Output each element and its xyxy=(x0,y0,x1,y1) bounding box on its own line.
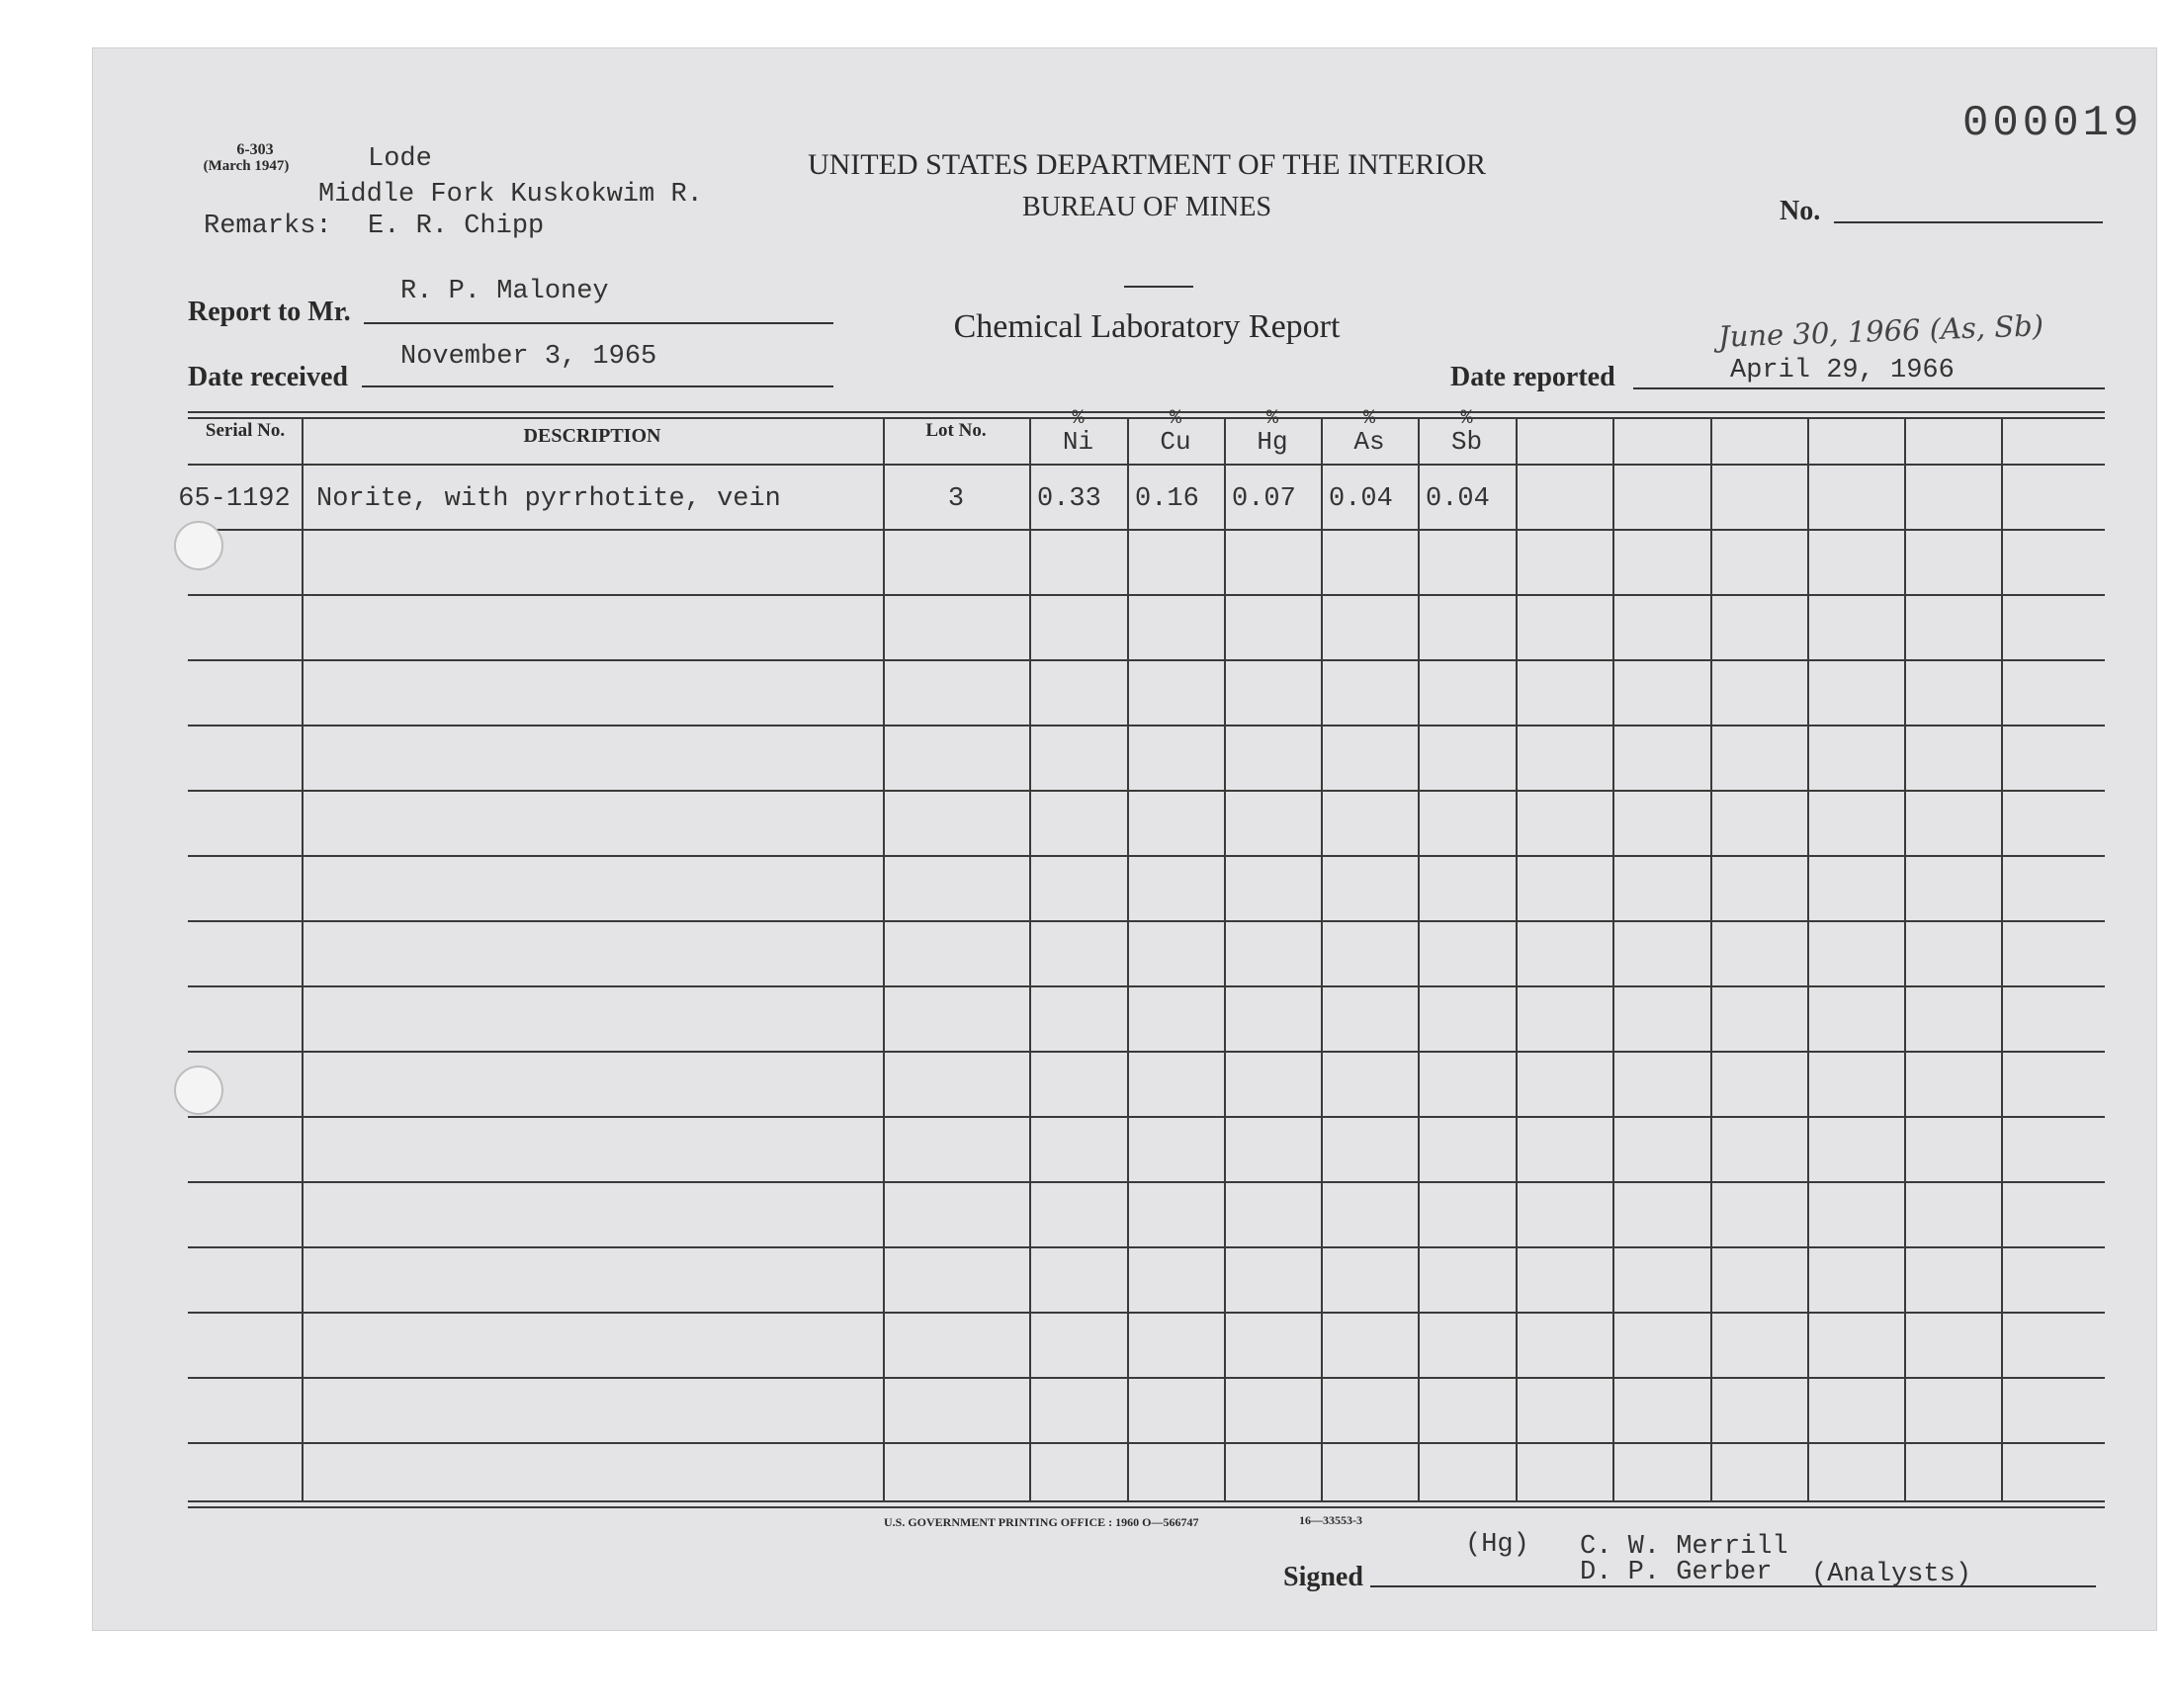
table-column-rule xyxy=(1224,419,1226,1500)
date-reported-value: April 29, 1966 xyxy=(1730,356,1955,385)
table-row-rule xyxy=(188,1051,2105,1053)
table-row-rule xyxy=(188,1246,2105,1248)
table-row-rule xyxy=(188,1442,2105,1444)
table-column-rule xyxy=(2001,419,2003,1500)
value-cell-sb: 0.04 xyxy=(1426,484,1490,514)
table-column-rule xyxy=(1127,419,1129,1500)
element-header-hg xyxy=(1224,409,1321,455)
header-rule xyxy=(1124,286,1193,288)
analysts-label: (Analysts) xyxy=(1811,1560,1972,1589)
table-column-rule xyxy=(883,419,885,1500)
form-number-note: 16—33553-3 xyxy=(1299,1513,1362,1527)
element-unit: % xyxy=(1169,407,1181,430)
element-symbol: As xyxy=(1353,427,1385,457)
table-column-rule xyxy=(1807,419,1809,1500)
table-row-rule xyxy=(188,1116,2105,1118)
element-unit: % xyxy=(1362,407,1375,430)
element-symbol: Cu xyxy=(1160,427,1191,457)
lot-header: Lot No. xyxy=(925,420,987,441)
element-unit: % xyxy=(1072,407,1085,430)
table-column-rule xyxy=(1904,419,1906,1500)
table-row-rule xyxy=(188,1312,2105,1314)
element-unit: % xyxy=(1460,407,1473,430)
element-header-as xyxy=(1321,409,1418,455)
table-column-rule xyxy=(1321,419,1323,1500)
element-symbol: Ni xyxy=(1062,427,1094,457)
table-column-rule xyxy=(302,419,304,1500)
description-header: DESCRIPTION xyxy=(523,425,661,447)
element-header-ni xyxy=(1029,409,1127,455)
table-row-rule xyxy=(188,985,2105,987)
description-cell: Norite, with pyrrhotite, vein xyxy=(316,484,781,514)
report-title: Chemical Laboratory Report xyxy=(953,308,1341,345)
element-header-sb xyxy=(1418,409,1516,455)
table-column-rule xyxy=(1612,419,1614,1500)
table-column-rule xyxy=(1418,419,1420,1500)
table-bottom-rule xyxy=(188,1500,2105,1502)
report-to-value: R. P. Maloney xyxy=(400,277,609,306)
table-row-rule xyxy=(188,725,2105,726)
printing-office-note: U.S. GOVERNMENT PRINTING OFFICE : 1960 O—566747 xyxy=(884,1515,1199,1529)
department-title: UNITED STATES DEPARTMENT OF THE INTERIOR xyxy=(807,148,1487,181)
bureau-title: BUREAU OF MINES xyxy=(1021,192,1272,222)
table-column-rule xyxy=(1029,419,1031,1500)
value-cell-hg: 0.07 xyxy=(1232,484,1296,514)
report-to-label: Report to Mr. xyxy=(188,297,351,327)
table-row-rule xyxy=(188,659,2105,661)
report-to-line xyxy=(364,322,833,324)
table-column-rule xyxy=(1710,419,1712,1500)
table-column-rule xyxy=(1516,419,1518,1500)
analyst-2: D. P. Gerber xyxy=(1580,1558,1773,1587)
form-code: 6-303 xyxy=(236,141,274,158)
table-row-rule xyxy=(188,855,2105,857)
value-cell-ni: 0.33 xyxy=(1037,484,1101,514)
table-row-rule xyxy=(188,920,2105,922)
table-row-rule xyxy=(188,529,2105,531)
number-line xyxy=(1834,221,2103,223)
date-reported-line xyxy=(1633,387,2105,389)
serial-cell: 65-1192 xyxy=(178,484,291,514)
date-received-line xyxy=(362,385,833,387)
binder-hole-top xyxy=(174,521,223,570)
binder-hole-bottom xyxy=(174,1066,223,1115)
remarks-line-1: Lode xyxy=(368,144,432,174)
value-cell-cu: 0.16 xyxy=(1135,484,1199,514)
form-date: (March 1947) xyxy=(203,158,290,174)
hg-note: (Hg) xyxy=(1465,1530,1529,1560)
element-header-cu xyxy=(1127,409,1224,455)
date-received-label: Date received xyxy=(188,362,348,392)
signed-label: Signed xyxy=(1283,1562,1363,1592)
analyst-1: C. W. Merrill xyxy=(1580,1532,1788,1562)
table-row-rule xyxy=(188,790,2105,792)
remarks-line-3: E. R. Chipp xyxy=(368,212,545,241)
value-cell-as: 0.04 xyxy=(1329,484,1393,514)
remarks-label: Remarks: xyxy=(204,212,332,241)
lot-cell: 3 xyxy=(947,484,965,514)
element-symbol: Hg xyxy=(1257,427,1288,457)
element-unit: % xyxy=(1265,407,1278,430)
serial-header: Serial No. xyxy=(205,420,286,441)
element-symbol: Sb xyxy=(1450,427,1483,457)
remarks-line-2: Middle Fork Kuskokwim R. xyxy=(318,180,703,210)
date-reported-label: Date reported xyxy=(1450,362,1615,392)
table-row-rule xyxy=(188,1181,2105,1183)
table-row-rule xyxy=(188,1377,2105,1379)
table-bottom-rule-2 xyxy=(188,1506,2105,1508)
table-row-rule xyxy=(188,594,2105,596)
page-number-stamp: 000019 xyxy=(1962,99,2143,148)
number-label: No. xyxy=(1780,196,1821,226)
date-received-value: November 3, 1965 xyxy=(400,342,657,372)
table-header-rule xyxy=(188,464,2105,466)
date-reported-handwritten: June 30, 1966 (As, Sb) xyxy=(1717,308,2044,354)
